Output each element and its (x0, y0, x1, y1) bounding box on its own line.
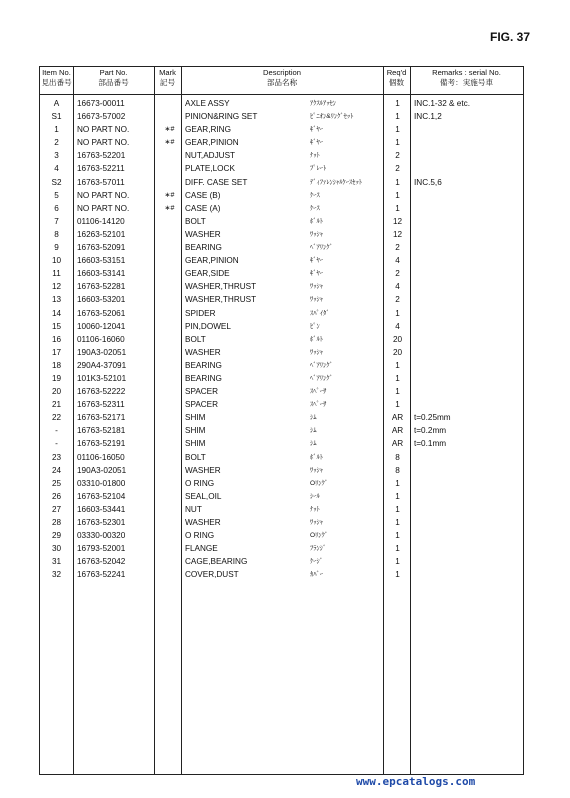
table-row (40, 293, 523, 306)
table-row (40, 254, 523, 267)
part-number-cell: 16763-52201 (77, 151, 126, 161)
description-kana-cell: ﾜｯｼｬ (310, 519, 323, 526)
quantity-cell: 1 (395, 112, 400, 122)
description-kana-cell: ﾌﾗﾝｼﾞ (310, 545, 327, 553)
header-desc-jp: 部品名称 (266, 78, 298, 87)
description-cell: FLANGE (185, 544, 218, 554)
table-row (40, 529, 523, 542)
quantity-cell: 2 (395, 295, 400, 305)
description-kana-cell: ｱｸｽﾙｱｯｾﾝ (310, 100, 336, 107)
quantity-cell: 1 (395, 373, 400, 383)
item-number-cell: 25 (51, 478, 62, 488)
quantity-cell: 1 (395, 557, 400, 567)
table-row (40, 451, 523, 464)
table-row (40, 307, 523, 320)
table-row (40, 333, 523, 346)
description-kana-cell: ｽﾍﾟｰｻ (310, 401, 327, 409)
quantity-cell: 1 (395, 203, 400, 213)
description-kana-cell: ｶﾊﾞｰ (310, 571, 323, 579)
description-cell: BOLT (185, 452, 206, 462)
description-cell: WASHER (185, 465, 221, 475)
table-row (40, 542, 523, 555)
description-kana-cell: ｼﾑ (310, 414, 317, 422)
header-item-en: Item No. (42, 68, 71, 77)
table-row (40, 346, 523, 359)
header-qty (383, 68, 410, 88)
header-desc (181, 68, 383, 88)
description-cell: CASE (A) (185, 203, 221, 213)
item-number-cell: 1 (54, 125, 59, 135)
header-remarks-en: Remarks : serial No. (432, 68, 501, 77)
item-number-cell: S2 (51, 177, 62, 187)
header-qty-jp: 個数 (388, 78, 405, 87)
part-number-cell: 03310-01800 (77, 478, 126, 488)
item-number-cell: 10 (51, 256, 62, 266)
part-number-cell: 16763-52181 (77, 426, 126, 436)
item-number-cell: 16 (51, 334, 62, 344)
item-number-cell: 26 (51, 491, 62, 501)
header-desc-en: Description (263, 68, 301, 77)
part-number-cell: 16793-52001 (77, 544, 126, 554)
description-cell: SHIM (185, 426, 206, 436)
part-number-cell: NO PART NO. (77, 203, 130, 213)
description-kana-cell: ｼｰﾙ (310, 492, 320, 500)
part-number-cell: 16673-00011 (77, 99, 125, 108)
description-kana-cell: ﾃﾞｨﾌｧﾚﾝｼｬﾙｹｰｽｾｯﾄ (310, 178, 362, 186)
quantity-cell: 1 (395, 138, 400, 148)
description-cell: BEARING (185, 373, 222, 383)
item-number-cell: A (53, 99, 60, 108)
part-number-cell: 16763-52191 (77, 439, 126, 449)
description-kana-cell: ﾜｯｼｬ (310, 296, 323, 304)
table-row (40, 398, 523, 411)
description-kana-cell: ｷﾞﾔｰ (310, 270, 323, 278)
item-number-cell: 24 (51, 465, 62, 475)
table-row (40, 162, 523, 175)
quantity-cell: 1 (395, 544, 400, 554)
part-number-cell: 16603-53151 (77, 256, 126, 266)
header-part-en: Part No. (99, 68, 128, 77)
item-number-cell: - (55, 439, 58, 449)
table-row (40, 97, 523, 110)
quantity-cell: 1 (395, 387, 400, 397)
table-row (40, 385, 523, 398)
remarks-cell: t=0.2mm (414, 426, 447, 436)
table-row (40, 176, 523, 189)
header-mark (154, 68, 181, 88)
description-kana-cell: ﾜｯｼｬ (310, 283, 323, 291)
description-kana-cell: ﾎﾞﾙﾄ (310, 453, 323, 461)
quantity-cell: 12 (392, 229, 403, 239)
quantity-cell: 12 (392, 216, 403, 226)
part-number-cell: 01106-16060 (77, 334, 125, 344)
table-row (40, 149, 523, 162)
description-kana-cell: ﾜｯｼｬ (310, 348, 323, 356)
remarks-cell: INC.1-32 & etc. (414, 99, 470, 108)
item-number-cell: 27 (51, 504, 62, 514)
part-number-cell: 01106-16050 (77, 452, 125, 462)
description-kana-cell: ﾜｯｼｬ (310, 230, 323, 238)
description-cell: AXLE ASSY (185, 99, 230, 108)
item-number-cell: 18 (51, 360, 62, 370)
header-remarks (410, 68, 523, 88)
item-number-cell: 32 (51, 570, 62, 580)
table-row (40, 136, 523, 149)
description-kana-cell: ｹｰｼﾞ (310, 558, 323, 566)
description-kana-cell: ｷﾞﾔｰ (310, 257, 323, 265)
table-row (40, 359, 523, 372)
quantity-cell: 1 (395, 570, 400, 580)
table-row (40, 189, 523, 202)
item-number-cell: 19 (51, 373, 62, 383)
part-number-cell: 16763-52241 (77, 570, 126, 580)
table-row (40, 228, 523, 241)
description-cell: GEAR,RING (185, 125, 231, 135)
quantity-cell: 1 (395, 360, 400, 370)
part-number-cell: 16603-53441 (77, 504, 126, 514)
table-row (40, 280, 523, 293)
part-number-cell: 10060-12041 (77, 321, 126, 331)
part-number-cell: 16763-52104 (77, 491, 126, 501)
part-number-cell: 190A3-02051 (77, 347, 127, 357)
item-number-cell: 3 (54, 151, 59, 161)
part-number-cell: 16763-52091 (77, 243, 126, 253)
table-row (40, 464, 523, 477)
remarks-cell: INC.5,6 (414, 177, 442, 187)
header-item-jp: 見出番号 (41, 78, 72, 87)
description-kana-cell: ﾅｯﾄ (310, 505, 320, 513)
description-cell: BOLT (185, 334, 206, 344)
description-kana-cell: ﾍﾞｱﾘﾝｸﾞ (310, 374, 333, 382)
description-kana-cell: ｼﾑ (310, 440, 317, 448)
quantity-cell: AR (391, 439, 404, 449)
quantity-cell: 20 (392, 347, 403, 357)
description-kana-cell: ｷﾞﾔｰ (310, 139, 323, 147)
part-number-cell: 16763-52222 (77, 387, 126, 397)
item-number-cell: 31 (51, 557, 62, 567)
part-number-cell: 03330-00320 (77, 531, 126, 541)
item-number-cell: 17 (51, 347, 62, 357)
item-number-cell: 5 (54, 190, 59, 200)
part-number-cell: 101K3-52101 (77, 373, 127, 383)
remarks-cell: INC.1,2 (414, 112, 442, 122)
mark-cell: ∗# (164, 139, 175, 147)
header-mark-en: Mark (159, 68, 176, 77)
description-cell: O RING (185, 531, 215, 541)
description-kana-cell: ﾍﾞｱﾘﾝｸﾞ (310, 244, 333, 252)
description-cell: CASE (B) (185, 190, 221, 200)
part-number-cell: 16763-52311 (77, 400, 125, 410)
item-number-cell: 30 (51, 544, 62, 554)
description-cell: SPACER (185, 400, 219, 410)
header-part (73, 68, 154, 88)
table-row (40, 215, 523, 228)
mark-cell: ∗# (164, 191, 175, 199)
description-cell: BEARING (185, 360, 222, 370)
header-item (40, 68, 73, 88)
description-cell: WASHER (185, 347, 221, 357)
description-cell: GEAR,SIDE (185, 269, 230, 279)
description-cell: SEAL,OIL (185, 491, 222, 501)
part-number-cell: 290A4-37091 (77, 360, 127, 370)
header-remarks-jp: 備考：実施号車 (439, 78, 494, 87)
description-cell: NUT (185, 504, 202, 514)
item-number-cell: 7 (54, 216, 59, 226)
part-number-cell: NO PART NO. (77, 138, 130, 148)
table-row (40, 267, 523, 280)
header-part-jp: 部品番号 (98, 78, 129, 87)
description-cell: CAGE,BEARING (185, 557, 248, 567)
part-number-cell: 190A3-02051 (77, 465, 127, 475)
description-kana-cell: ｹｰｽ (310, 191, 320, 199)
description-cell: WASHER (185, 518, 221, 527)
item-number-cell: 9 (54, 243, 59, 253)
part-number-cell: 16763-52281 (77, 282, 126, 292)
item-number-cell: 2 (54, 138, 59, 148)
part-number-cell: 16763-52171 (77, 413, 126, 423)
description-cell: BOLT (185, 216, 206, 226)
description-cell: SPACER (185, 387, 219, 397)
description-cell: SHIM (185, 413, 206, 423)
table-row (40, 123, 523, 136)
table-row (40, 437, 523, 450)
quantity-cell: 2 (395, 269, 400, 279)
description-cell: GEAR,PINION (185, 256, 239, 266)
description-cell: NUT,ADJUST (185, 151, 236, 161)
description-kana-cell: ﾋﾟﾆｵﾝ&ﾘﾝｸﾞｾｯﾄ (310, 113, 354, 121)
table-row (40, 202, 523, 215)
description-cell: DIFF. CASE SET (185, 177, 248, 187)
table-row (40, 568, 523, 581)
quantity-cell: 2 (395, 151, 400, 161)
item-number-cell: - (55, 426, 58, 436)
part-number-cell: 16763-52061 (77, 308, 126, 318)
quantity-cell: 20 (392, 334, 403, 344)
description-kana-cell: Oﾘﾝｸﾞ (310, 532, 329, 540)
description-cell: WASHER,THRUST (185, 282, 257, 292)
description-cell: PINION&RING SET (185, 112, 258, 122)
description-cell: SPIDER (185, 308, 216, 318)
table-row (40, 503, 523, 516)
description-kana-cell: ｹｰｽ (310, 204, 320, 212)
description-kana-cell: ﾎﾞﾙﾄ (310, 217, 323, 225)
item-number-cell: 14 (51, 308, 62, 318)
table-body (40, 97, 523, 581)
footer-url[interactable]: www.epcatalogs.com (356, 775, 476, 788)
description-kana-cell: ﾅｯﾄ (310, 152, 320, 160)
item-number-cell: 6 (54, 203, 59, 213)
table-row (40, 555, 523, 568)
remarks-cell: t=0.25mm (414, 413, 451, 423)
description-kana-cell: Oﾘﾝｸﾞ (310, 479, 329, 487)
mark-cell: ∗# (164, 204, 175, 212)
part-number-cell: 16603-53141 (77, 269, 126, 279)
quantity-cell: 4 (395, 256, 400, 266)
quantity-cell: 2 (395, 164, 400, 174)
table-row (40, 110, 523, 123)
mark-cell: ∗# (164, 126, 175, 134)
quantity-cell: 1 (395, 518, 400, 527)
item-number-cell: 15 (51, 321, 62, 331)
item-number-cell: 20 (51, 387, 62, 397)
part-number-cell: 01106-14120 (77, 216, 125, 226)
part-number-cell: 16603-53201 (77, 295, 126, 305)
quantity-cell: 1 (395, 400, 400, 410)
part-number-cell: 16763-52301 (77, 518, 126, 527)
part-number-cell: 16263-52101 (77, 229, 126, 239)
quantity-cell: 1 (395, 504, 400, 514)
description-kana-cell: ﾋﾟﾝ (310, 322, 320, 330)
description-kana-cell: ｼﾑ (310, 427, 317, 435)
description-cell: SHIM (185, 439, 206, 449)
table-row (40, 241, 523, 254)
description-cell: O RING (185, 478, 215, 488)
item-number-cell: 4 (54, 164, 59, 174)
quantity-cell: 1 (395, 531, 400, 541)
item-number-cell: 13 (51, 295, 62, 305)
quantity-cell: 8 (395, 452, 400, 462)
parts-table (39, 66, 524, 775)
item-number-cell: 11 (52, 269, 61, 279)
description-cell: BEARING (185, 243, 222, 253)
item-number-cell: 12 (51, 282, 62, 292)
quantity-cell: 1 (395, 478, 400, 488)
table-row (40, 320, 523, 333)
table-row (40, 516, 523, 529)
quantity-cell: 1 (395, 308, 400, 318)
quantity-cell: 2 (395, 243, 400, 253)
part-number-cell: NO PART NO. (77, 190, 130, 200)
description-kana-cell: ﾍﾞｱﾘﾝｸﾞ (310, 361, 333, 369)
remarks-cell: t=0.1mm (414, 439, 447, 449)
quantity-cell: 4 (395, 282, 400, 292)
item-number-cell: 21 (51, 400, 62, 410)
table-row (40, 372, 523, 385)
item-number-cell: 22 (51, 413, 62, 423)
header-mark-jp: 記号 (159, 78, 176, 87)
item-number-cell: 29 (51, 531, 62, 541)
description-cell: GEAR,PINION (185, 138, 239, 148)
part-number-cell: 16763-52042 (77, 557, 126, 567)
table-row (40, 411, 523, 424)
description-cell: PIN,DOWEL (185, 321, 231, 331)
part-number-cell: NO PART NO. (77, 125, 130, 135)
header-qty-en: Req'd (386, 68, 407, 77)
quantity-cell: 1 (395, 177, 400, 187)
part-number-cell: 16763-57011 (77, 177, 125, 187)
description-cell: PLATE,LOCK (185, 164, 235, 174)
quantity-cell: AR (391, 426, 404, 436)
figure-label: FIG. 37 (489, 30, 530, 44)
item-number-cell: 23 (51, 452, 62, 462)
description-kana-cell: ﾜｯｼｬ (310, 466, 323, 474)
description-kana-cell: ｽﾍﾟｰｻ (310, 388, 327, 396)
description-kana-cell: ﾌﾟﾚｰﾄ (310, 165, 327, 173)
table-row (40, 490, 523, 503)
table-row (40, 424, 523, 437)
description-cell: WASHER (185, 229, 221, 239)
item-number-cell: S1 (51, 112, 62, 122)
quantity-cell: 8 (395, 465, 400, 475)
part-number-cell: 16673-57002 (77, 112, 126, 122)
item-number-cell: 28 (51, 518, 62, 527)
header-divider (40, 94, 523, 95)
table-row (40, 477, 523, 490)
description-kana-cell: ﾎﾞﾙﾄ (310, 335, 323, 343)
description-cell: COVER,DUST (185, 570, 239, 580)
quantity-cell: 4 (395, 321, 400, 331)
description-kana-cell: ｷﾞﾔｰ (310, 126, 323, 134)
quantity-cell: 1 (395, 190, 400, 200)
description-kana-cell: ｽﾊﾟｲﾀﾞ (310, 309, 330, 317)
description-cell: WASHER,THRUST (185, 295, 257, 305)
quantity-cell: 1 (395, 99, 400, 108)
part-number-cell: 16763-52211 (77, 164, 125, 174)
quantity-cell: AR (391, 413, 404, 423)
quantity-cell: 1 (395, 491, 400, 501)
quantity-cell: 1 (395, 125, 400, 135)
item-number-cell: 8 (54, 229, 59, 239)
